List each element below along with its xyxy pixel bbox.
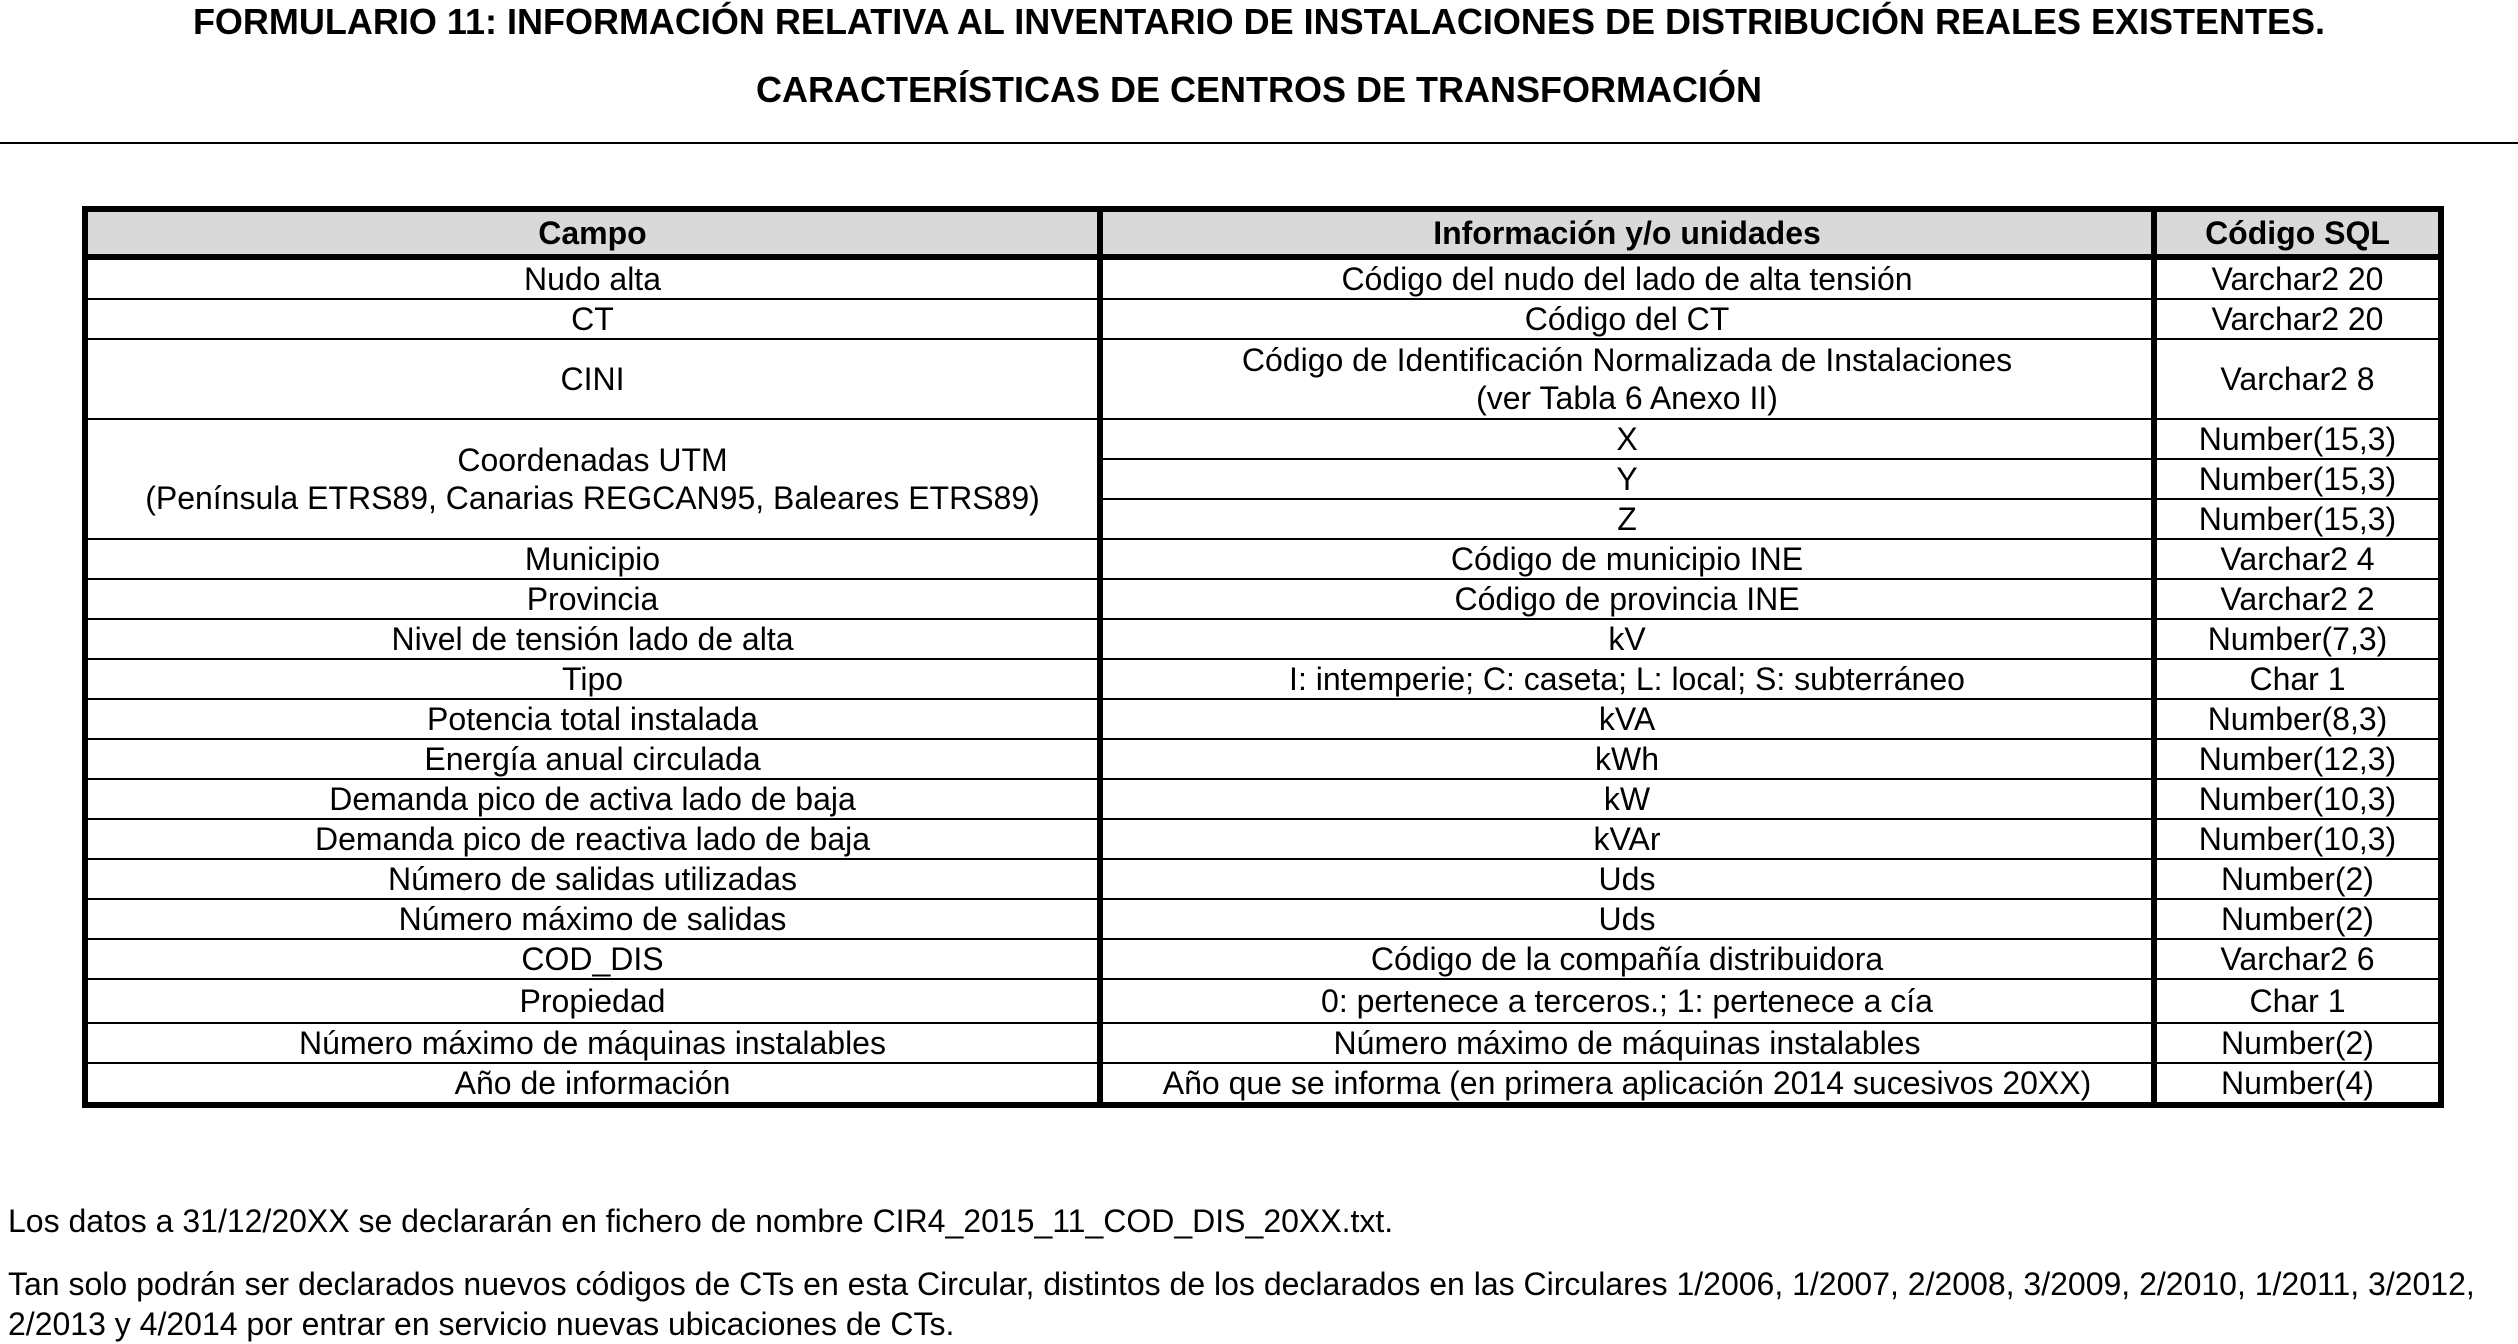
form-title: FORMULARIO 11: INFORMACIÓN RELATIVA AL INVENTARIO DE INSTALACIONES DE DISTRIBUCIÓN REALES EXISTENTES.	[192, 1, 2326, 42]
table-row	[85, 339, 2441, 419]
cell-sql: Number(8,3)	[2154, 699, 2441, 739]
cell-info: X	[1100, 419, 2154, 459]
cell-info: kWh	[1100, 739, 2154, 779]
cell-info: kW	[1100, 779, 2154, 819]
cell-sql: Number(2)	[2154, 1023, 2441, 1063]
table-row	[85, 739, 2441, 779]
cell-info: 0: pertenece a terceros.; 1: pertenece a cía	[1100, 979, 2154, 1023]
cell-sql: Varchar2 20	[2154, 257, 2441, 299]
cell-sql: Char 1	[2154, 659, 2441, 699]
cell-campo: Demanda pico de reactiva lado de baja	[85, 819, 1100, 859]
cell-campo: CT	[85, 299, 1100, 339]
cell-info: Z	[1100, 499, 2154, 539]
cell-campo: CINI	[85, 339, 1100, 419]
inventory-table	[82, 206, 2444, 1108]
cell-campo: Propiedad	[85, 979, 1100, 1023]
cell-campo: Tipo	[85, 659, 1100, 699]
cell-info: Código del CT	[1100, 299, 2154, 339]
cell-info-line: (ver Tabla 6 Anexo II)	[1476, 380, 1778, 416]
header-codigo-sql: Código SQL	[2154, 209, 2441, 257]
cell-campo: Número máximo de salidas	[85, 899, 1100, 939]
table-row	[85, 579, 2441, 619]
table-row	[85, 899, 2441, 939]
cell-campo: Demanda pico de activa lado de baja	[85, 779, 1100, 819]
cell-sql: Number(15,3)	[2154, 419, 2441, 459]
cell-campo: Municipio	[85, 539, 1100, 579]
cell-campo-coordenadas	[85, 419, 1100, 539]
cell-info: Código de municipio INE	[1100, 539, 2154, 579]
table-row	[85, 1023, 2441, 1063]
cell-sql: Number(10,3)	[2154, 779, 2441, 819]
table-row	[85, 939, 2441, 979]
cell-info: Número máximo de máquinas instalables	[1100, 1023, 2154, 1063]
cell-campo: Número de salidas utilizadas	[85, 859, 1100, 899]
table-row	[85, 699, 2441, 739]
cell-sql: Number(2)	[2154, 859, 2441, 899]
table-row	[85, 1063, 2441, 1105]
table-row	[85, 979, 2441, 1023]
cell-campo: Número máximo de máquinas instalables	[85, 1023, 1100, 1063]
cell-info: kVA	[1100, 699, 2154, 739]
table-row	[85, 299, 2441, 339]
cell-sql: Varchar2 8	[2154, 339, 2441, 419]
cell-sql: Varchar2 6	[2154, 939, 2441, 979]
cell-info-line: Código de Identificación Normalizada de Instalaciones	[1241, 342, 2013, 378]
cell-sql: Varchar2 2	[2154, 579, 2441, 619]
cell-sql: Number(7,3)	[2154, 619, 2441, 659]
cell-campo: Provincia	[85, 579, 1100, 619]
cell-campo: Nivel de tensión lado de alta	[85, 619, 1100, 659]
form-subtitle: CARACTERÍSTICAS DE CENTROS DE TRANSFORMACIÓN	[755, 69, 1762, 110]
cell-info	[1100, 339, 2154, 419]
cell-sql: Number(15,3)	[2154, 499, 2441, 539]
cell-info: Uds	[1100, 859, 2154, 899]
cell-campo: Energía anual circulada	[85, 739, 1100, 779]
table-row	[85, 659, 2441, 699]
cell-info: Código del nudo del lado de alta tensión	[1100, 257, 2154, 299]
cell-info: Uds	[1100, 899, 2154, 939]
header-divider	[0, 142, 2518, 144]
cell-sql: Number(2)	[2154, 899, 2441, 939]
cell-info: Y	[1100, 459, 2154, 499]
cell-campo: Potencia total instalada	[85, 699, 1100, 739]
cell-sql: Number(10,3)	[2154, 819, 2441, 859]
cell-campo-line: (Península ETRS89, Canarias REGCAN95, Baleares ETRS89)	[145, 480, 1040, 516]
cell-sql: Char 1	[2154, 979, 2441, 1023]
cell-info: Código de la compañía distribuidora	[1100, 939, 2154, 979]
table-row	[85, 779, 2441, 819]
table-row	[85, 819, 2441, 859]
cell-sql: Varchar2 4	[2154, 539, 2441, 579]
cell-info: kV	[1100, 619, 2154, 659]
cell-info: kVAr	[1100, 819, 2154, 859]
table-row	[85, 257, 2441, 299]
cell-campo-line: Coordenadas UTM	[457, 442, 728, 478]
cell-campo: Año de información	[85, 1063, 1100, 1105]
cell-campo: Nudo alta	[85, 257, 1100, 299]
cell-campo: COD_DIS	[85, 939, 1100, 979]
cell-sql: Varchar2 20	[2154, 299, 2441, 339]
cell-info: Código de provincia INE	[1100, 579, 2154, 619]
cell-sql: Number(4)	[2154, 1063, 2441, 1105]
cell-sql: Number(15,3)	[2154, 459, 2441, 499]
cell-info: Año que se informa (en primera aplicación 2014 sucesivos 20XX)	[1100, 1063, 2154, 1105]
header-informacion: Información y/o unidades	[1100, 209, 2154, 257]
table-row	[85, 539, 2441, 579]
header-campo: Campo	[85, 209, 1100, 257]
table-row	[85, 419, 2441, 459]
note-filename: Los datos a 31/12/20XX se declararán en fichero de nombre CIR4_2015_11_COD_DIS_20XX.txt.	[8, 1203, 1394, 1239]
note-new-codes: Tan solo podrán ser declarados nuevos códigos de CTs en esta Circular, distintos de los declarados en las Circulares 1/2006, 1/2007, 2/2008, 3/2009, 2/2010, 1/2011, 3/2012, 2/2013 y 4/2014 por entrar en servicio nuevas ubicaciones de CTs.	[8, 1266, 2475, 1342]
table-row	[85, 859, 2441, 899]
table-header-row	[85, 209, 2441, 257]
table-row	[85, 619, 2441, 659]
cell-info: I: intemperie; C: caseta; L: local; S: subterráneo	[1100, 659, 2154, 699]
cell-sql: Number(12,3)	[2154, 739, 2441, 779]
